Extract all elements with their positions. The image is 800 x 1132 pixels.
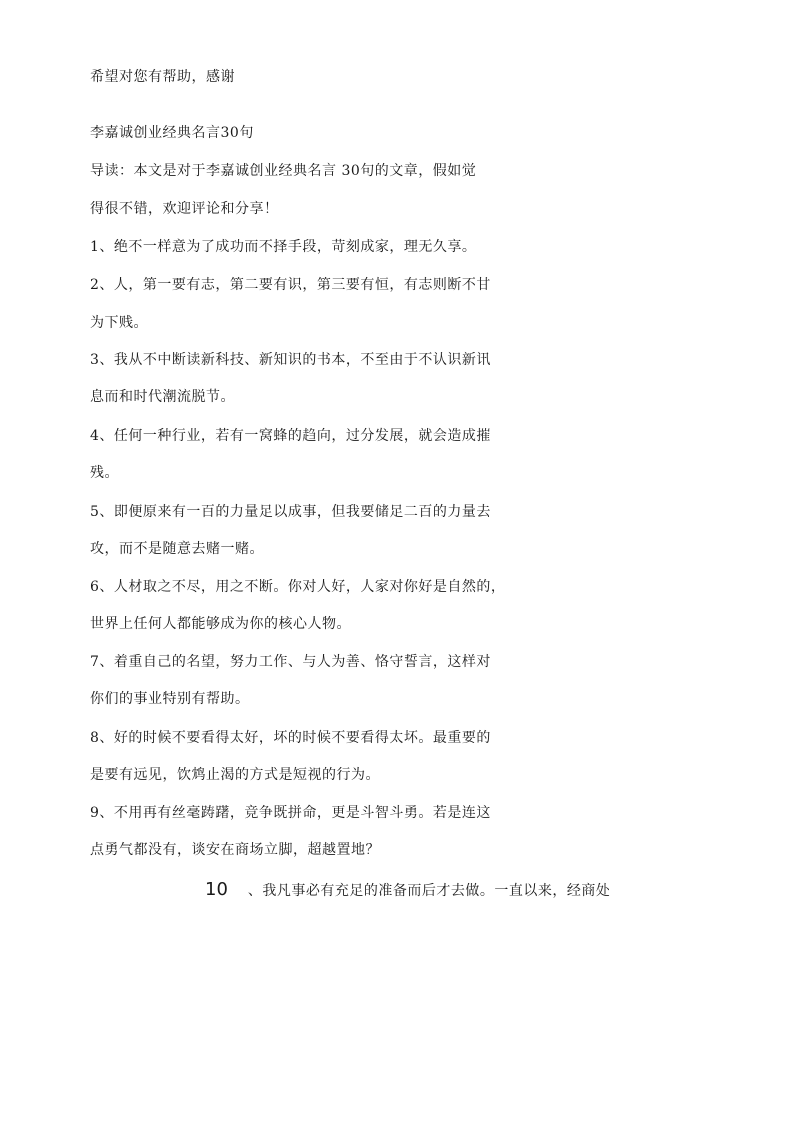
quote-7-line-2: 你们的事业特别有帮助。 xyxy=(90,691,250,707)
quote-4-line-1: 4、任何一种行业，若有一窝蜂的趋向，过分发展，就会造成摧 xyxy=(90,428,491,444)
document-title: 李嘉诚创业经典名言30句 xyxy=(90,125,254,141)
quote-3-line-2: 息而和时代潮流脱节。 xyxy=(90,389,235,405)
thanks-line: 希望对您有帮助，感谢 xyxy=(90,69,235,85)
intro-line-1: 导读：本文是对于李嘉诚创业经典名言 30句的文章，假如觉 xyxy=(90,163,477,179)
quote-5-line-1: 5、即便原来有一百的力量足以成事，但我要储足二百的力量去 xyxy=(90,504,491,520)
quote-2-line-2: 为下贱。 xyxy=(90,315,148,331)
quote-10-text: 、我凡事必有充足的准备而后才去做。一直以来，经商处 xyxy=(247,883,611,899)
quote-3-line-1: 3、我从不中断读新科技、新知识的书本，不至由于不认识新讯 xyxy=(90,352,491,368)
quote-5-line-2: 攻，而不是随意去赌一赌。 xyxy=(90,541,264,557)
quote-2-line-1: 2、人，第一要有志，第二要有识，第三要有恒，有志则断不甘 xyxy=(90,277,491,293)
quote-4-line-2: 残。 xyxy=(90,465,119,481)
quote-9-line-1: 9、不用再有丝毫踌躇，竞争既拼命，更是斗智斗勇。若是连这 xyxy=(90,805,491,821)
quote-7-line-1: 7、着重自己的名望，努力工作、与人为善、恪守誓言，这样对 xyxy=(90,654,491,670)
quote-8-line-1: 8、好的时候不要看得太好，坏的时候不要看得太坏。最重要的 xyxy=(90,730,491,746)
intro-line-2: 得很不错，欢迎评论和分享！ xyxy=(90,201,279,217)
quote-6-line-2: 世界上任何人都能够成为你的核心人物。 xyxy=(90,616,351,632)
quote-1-line-1: 1、绝不一样意为了成功而不择手段，苛刻成家，理无久享。 xyxy=(90,239,477,255)
quote-8-line-2: 是要有远见，饮鸩止渴的方式是短视的行为。 xyxy=(90,767,380,783)
quote-10-number: 10 xyxy=(205,879,228,900)
quote-6-line-1: 6、人材取之不尽，用之不断。你对人好，人家对你好是自然的， xyxy=(90,579,506,595)
quote-9-line-2: 点勇气都没有，谈安在商场立脚，超越置地？ xyxy=(90,842,380,858)
quote-10-line xyxy=(205,878,610,903)
